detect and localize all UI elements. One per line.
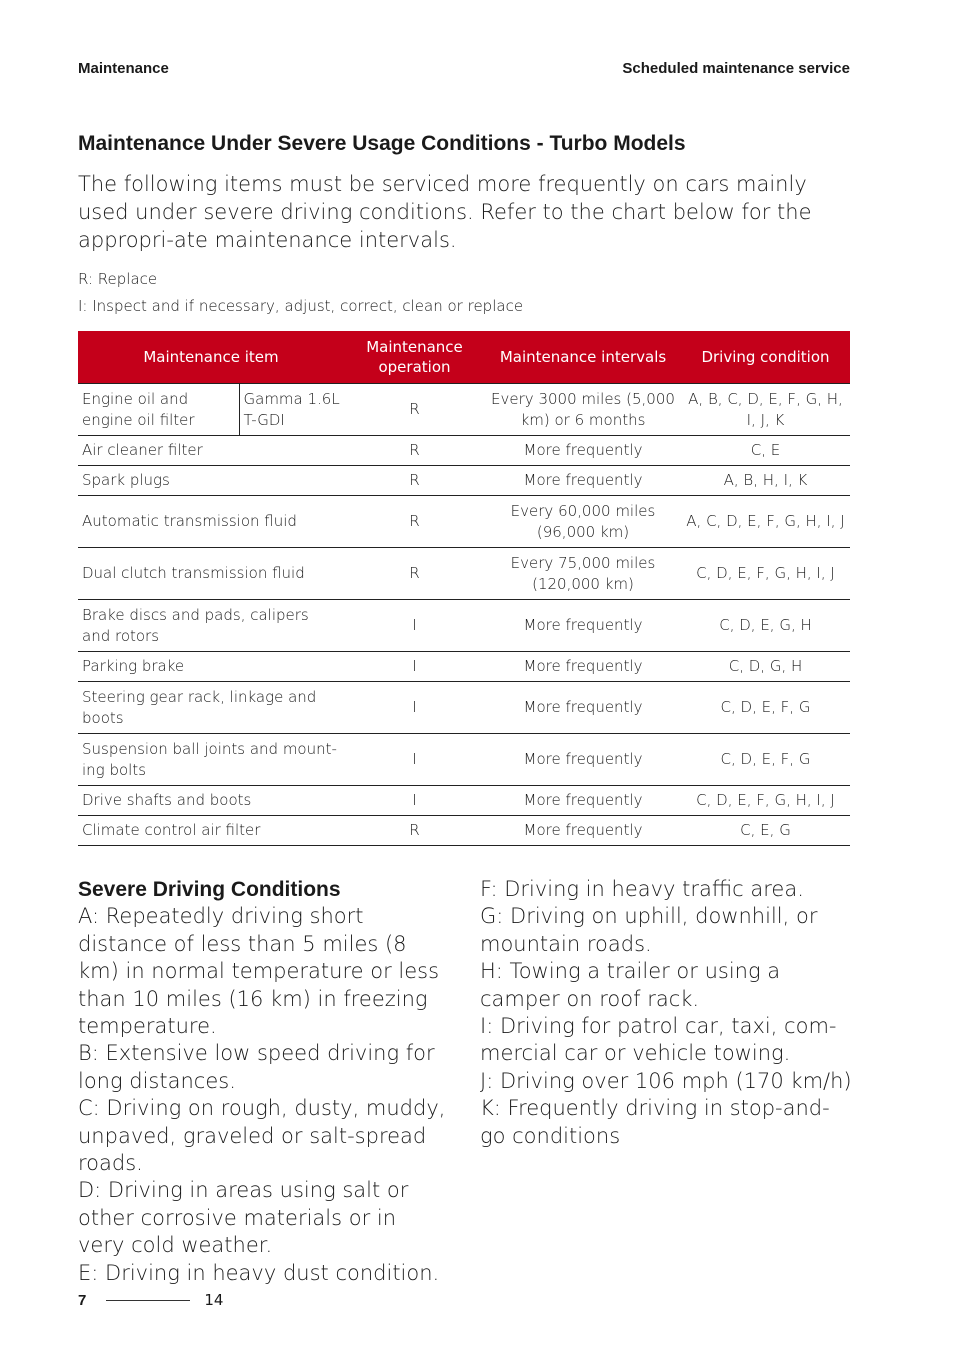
cell-operation: I — [344, 786, 485, 816]
table-row — [78, 600, 850, 652]
conditions-column-right — [480, 876, 852, 1150]
cell-item: Automatic transmission fluid — [78, 496, 344, 548]
cell-interval: More frequently — [485, 786, 681, 816]
cell-item: Engine oil and engine oil filter — [78, 384, 239, 436]
condition-i: I: Driving for patrol car, taxi, com-mercial car or vehicle towing. — [480, 1014, 837, 1066]
cell-condition: A, C, D, E, F, G, H, I, J — [681, 496, 850, 548]
header-driving-condition: Driving condition — [681, 331, 850, 384]
cell-item: Steering gear rack, linkage and boots — [78, 682, 344, 734]
table-row — [78, 734, 850, 786]
condition-h: H: Towing a trailer or using a camper on roof rack. — [480, 959, 781, 1011]
cell-interval: More frequently — [485, 652, 681, 682]
cell-condition: C, D, E, F, G — [681, 682, 850, 734]
cell-operation: R — [344, 384, 485, 436]
page-header — [78, 60, 850, 77]
cell-item: Spark plugs — [78, 466, 344, 496]
cell-item: Parking brake — [78, 652, 344, 682]
cell-condition: A, B, H, I, K — [681, 466, 850, 496]
conditions-heading: Severe Driving Conditions — [78, 878, 341, 901]
cell-condition: C, D, E, F, G, H, I, J — [681, 786, 850, 816]
cell-interval: More frequently — [485, 682, 681, 734]
cell-interval: Every 60,000 miles (96,000 km) — [485, 496, 681, 548]
cell-interval: More frequently — [485, 466, 681, 496]
condition-f: F: Driving in heavy traffic area. — [480, 877, 804, 901]
table-row — [78, 496, 850, 548]
footer-divider — [106, 1300, 190, 1301]
page-title: Maintenance Under Severe Usage Conditions - Turbo Models — [78, 132, 686, 155]
cell-operation: R — [344, 466, 485, 496]
cell-interval: More frequently — [485, 734, 681, 786]
header-subsection: Scheduled maintenance service — [622, 60, 850, 77]
cell-item: Climate control air filter — [78, 816, 344, 846]
cell-condition: C, E, G — [681, 816, 850, 846]
cell-operation: I — [344, 734, 485, 786]
cell-interval: Every 75,000 miles (120,000 km) — [485, 548, 681, 600]
condition-j: J: Driving over 106 mph (170 km/h) — [480, 1068, 852, 1093]
cell-interval: Every 3000 miles (5,000 km) or 6 months — [485, 384, 681, 436]
cell-item: Drive shafts and boots — [78, 786, 344, 816]
cell-interval: More frequently — [485, 816, 681, 846]
condition-d: D: Driving in areas using salt or other corrosive materials or in very cold weather. — [78, 1178, 409, 1258]
cell-interval: More frequently — [485, 600, 681, 652]
condition-b: B: Extensive low speed driving for long distances. — [78, 1041, 435, 1093]
cell-operation: I — [344, 600, 485, 652]
cell-item: Suspension ball joints and mount-ing bolts — [78, 734, 344, 786]
condition-k: K: Frequently driving in stop-and-go conditions — [480, 1096, 830, 1148]
condition-g: G: Driving on uphill, downhill, or mountain roads. — [480, 904, 818, 956]
table-row — [78, 652, 850, 682]
intro-paragraph: The following items must be serviced more frequently on cars mainly used under severe driving conditions. Refer to the chart below for the appropri-ate maintenance intervals. — [78, 172, 812, 252]
cell-condition: C, E — [681, 436, 850, 466]
legend-inspect: I: Inspect and if necessary, adjust, correct, clean or replace — [78, 297, 524, 315]
header-section: Maintenance — [78, 60, 169, 77]
cell-operation: I — [344, 682, 485, 734]
cell-operation: R — [344, 816, 485, 846]
cell-operation: I — [344, 652, 485, 682]
cell-item: Dual clutch transmission fluid — [78, 548, 344, 600]
cell-item: Brake discs and pads, calipers and rotors — [78, 600, 344, 652]
table-row — [78, 436, 850, 466]
condition-c: C: Driving on rough, dusty, muddy, unpaved, graveled or salt-spread roads. — [78, 1096, 446, 1176]
conditions-column-left — [78, 876, 448, 1287]
cell-operation: R — [344, 548, 485, 600]
condition-e: E: Driving in heavy dust condition. — [78, 1260, 440, 1285]
table-row — [78, 786, 850, 816]
cell-operation: R — [344, 496, 485, 548]
cell-condition: C, D, G, H — [681, 652, 850, 682]
header-maintenance-intervals: Maintenance intervals — [485, 331, 681, 384]
table-header-row — [78, 331, 850, 384]
cell-item: Air cleaner filter — [78, 436, 344, 466]
table-row — [78, 548, 850, 600]
chapter-number: 7 — [78, 1291, 87, 1309]
table-row — [78, 682, 850, 734]
header-maintenance-item: Maintenance item — [78, 331, 344, 384]
table-row — [78, 384, 850, 436]
page-number: 14 — [204, 1291, 224, 1309]
condition-a: A: Repeatedly driving short distance of less than 5 miles (8 km) in normal temperature or less than 10 miles (16 km) in freezing temperature. — [78, 904, 440, 1039]
table-row — [78, 466, 850, 496]
cell-condition: C, D, E, G, H — [681, 600, 850, 652]
cell-condition: A, B, C, D, E, F, G, H, I, J, K — [681, 384, 850, 436]
header-maintenance-operation: Maintenance operation — [344, 331, 485, 384]
maintenance-table — [78, 331, 850, 846]
cell-operation: R — [344, 436, 485, 466]
legend-replace: R: Replace — [78, 270, 158, 288]
cell-condition: C, D, E, F, G — [681, 734, 850, 786]
table-row — [78, 816, 850, 846]
cell-interval: More frequently — [485, 436, 681, 466]
cell-condition: C, D, E, F, G, H, I, J — [681, 548, 850, 600]
page-footer — [78, 1291, 223, 1309]
cell-engine: Gamma 1.6L T-GDI — [239, 384, 344, 436]
